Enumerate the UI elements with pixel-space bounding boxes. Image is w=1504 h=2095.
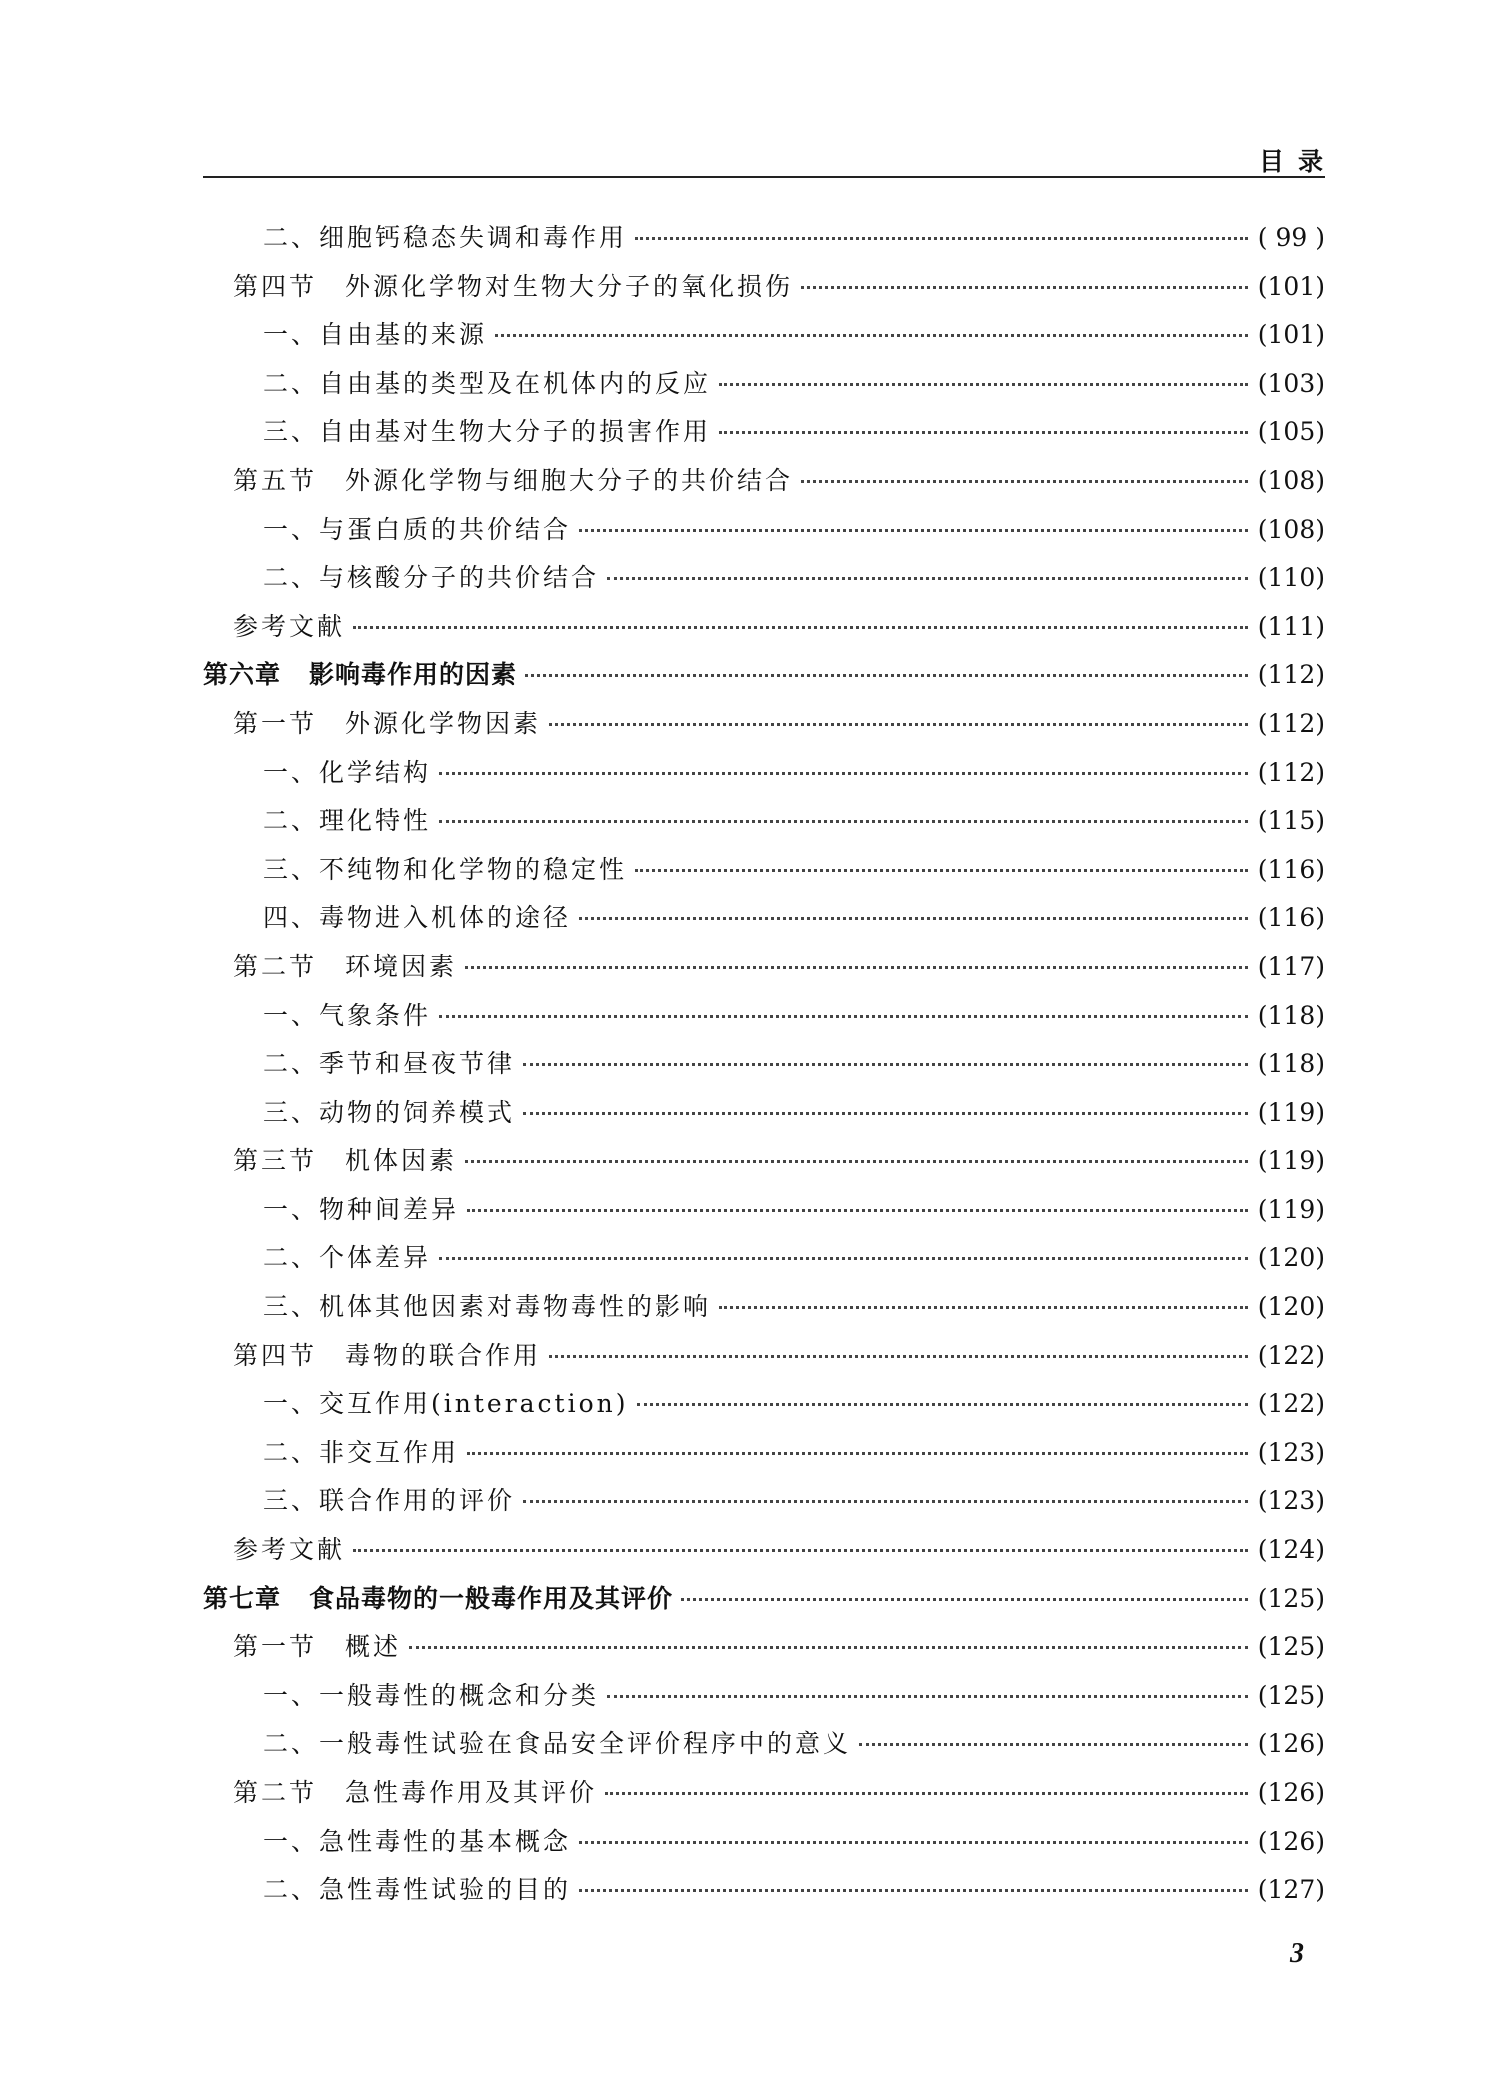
toc-entry-label: 急性毒作用及其评价 — [345, 1778, 598, 1807]
toc-entry-section — [203, 267, 1325, 316]
toc-entry-page: (116) — [1257, 903, 1325, 933]
toc-entry-item — [203, 1093, 1325, 1142]
toc-entry-page: (105) — [1257, 417, 1325, 447]
toc-entry-page: (112) — [1257, 708, 1325, 738]
dot-leader — [607, 577, 1248, 580]
dot-leader — [579, 1889, 1248, 1892]
toc-entry-page: (126) — [1257, 1778, 1325, 1807]
dot-leader — [465, 1160, 1248, 1163]
toc-entry-page: (120) — [1257, 1292, 1325, 1322]
toc-entry-prefix: 第六章 — [203, 660, 282, 690]
dot-leader — [549, 723, 1248, 726]
toc-entry-label: 环境因素 — [345, 951, 458, 981]
toc-entry-label: 三、动物的饲养模式 — [263, 1097, 516, 1127]
dot-leader — [525, 674, 1248, 677]
table-of-contents — [203, 218, 1325, 1919]
toc-entry-label: 外源化学物对生物大分子的氧化损伤 — [345, 271, 794, 301]
dot-leader — [353, 1549, 1248, 1552]
dot-leader — [719, 383, 1248, 386]
toc-entry-page: (124) — [1257, 1535, 1325, 1565]
toc-entry-ref — [203, 607, 1325, 656]
dot-leader — [439, 1015, 1248, 1018]
dot-leader — [465, 966, 1248, 969]
toc-entry-page: (118) — [1257, 1049, 1325, 1079]
toc-entry-page: (125) — [1257, 1632, 1325, 1662]
toc-entry-item — [203, 801, 1325, 850]
toc-entry-label: 一、物种间差异 — [263, 1194, 460, 1224]
dot-leader — [635, 237, 1248, 240]
toc-entry-label: 二、急性毒性试验的目的 — [263, 1875, 572, 1905]
toc-entry-chapter — [203, 655, 1325, 704]
toc-entry-label: 一、一般毒性的概念和分类 — [263, 1680, 600, 1710]
toc-entry-page: (112) — [1257, 660, 1325, 690]
dot-leader — [635, 869, 1248, 872]
toc-entry-page: (108) — [1257, 465, 1325, 495]
toc-entry-section — [203, 947, 1325, 996]
toc-entry-label: 三、不纯物和化学物的稳定性 — [263, 854, 628, 884]
dot-leader — [523, 1500, 1248, 1503]
toc-entry-label: 一、自由基的来源 — [263, 320, 488, 350]
toc-entry-page: (122) — [1257, 1389, 1325, 1419]
dot-leader — [637, 1403, 1248, 1406]
toc-entry-item — [203, 1287, 1325, 1336]
toc-entry-label: 二、非交互作用 — [263, 1437, 460, 1467]
toc-entry-label: 一、化学结构 — [263, 757, 432, 787]
toc-entry-item — [203, 1822, 1325, 1871]
toc-entry-page: (126) — [1257, 1729, 1325, 1759]
toc-entry-section — [203, 461, 1325, 510]
toc-entry-page: (120) — [1257, 1243, 1325, 1273]
toc-entry-prefix: 第七章 — [203, 1583, 282, 1613]
toc-entry-item — [203, 1676, 1325, 1725]
toc-entry-page: (119) — [1257, 1146, 1325, 1176]
toc-entry-page: (108) — [1257, 514, 1325, 544]
toc-entry-item — [203, 1238, 1325, 1287]
dot-leader — [467, 1209, 1248, 1212]
toc-entry-label: 三、机体其他因素对毒物毒性的影响 — [263, 1292, 712, 1322]
dot-leader — [801, 480, 1248, 483]
toc-entry-label: 三、联合作用的评价 — [263, 1486, 516, 1516]
toc-entry-prefix: 第五节 — [233, 465, 318, 495]
toc-entry-item — [203, 850, 1325, 899]
toc-entry-label: 概述 — [345, 1632, 402, 1662]
dot-leader — [607, 1695, 1248, 1698]
toc-entry-label: 参考文献 — [233, 1535, 346, 1565]
toc-entry-page: (127) — [1257, 1875, 1325, 1905]
toc-entry-item — [203, 412, 1325, 461]
toc-entry-label: 一、急性毒性的基本概念 — [263, 1826, 572, 1856]
toc-entry-page: (123) — [1257, 1486, 1325, 1516]
toc-entry-page: (101) — [1257, 320, 1325, 350]
toc-entry-label: 毒物的联合作用 — [345, 1340, 542, 1370]
toc-entry-section — [203, 704, 1325, 753]
dot-leader — [495, 334, 1248, 337]
toc-entry-label: 参考文献 — [233, 611, 346, 641]
toc-entry-label: 二、与核酸分子的共价结合 — [263, 563, 600, 593]
toc-entry-page: (103) — [1257, 368, 1325, 398]
toc-entry-prefix: 第一节 — [233, 1632, 318, 1662]
toc-entry-label: 二、个体差异 — [263, 1243, 432, 1273]
toc-entry-label: 三、自由基对生物大分子的损害作用 — [263, 417, 712, 447]
toc-entry-prefix: 第四节 — [233, 271, 318, 301]
toc-entry-section — [203, 1627, 1325, 1676]
toc-entry-label: 外源化学物与细胞大分子的共价结合 — [345, 465, 794, 495]
toc-entry-page: (101) — [1257, 271, 1325, 301]
dot-leader — [719, 431, 1248, 434]
toc-entry-page: (119) — [1257, 1194, 1325, 1224]
dot-leader — [605, 1792, 1248, 1795]
toc-entry-label: 四、毒物进入机体的途径 — [263, 903, 572, 933]
toc-entry-prefix: 第三节 — [233, 1146, 318, 1176]
toc-entry-label: 机体因素 — [345, 1146, 458, 1176]
toc-entry-item — [203, 996, 1325, 1045]
toc-entry-page: ( 99 ) — [1257, 223, 1325, 252]
toc-entry-section — [203, 1336, 1325, 1385]
toc-entry-chapter — [203, 1579, 1325, 1628]
toc-entry-label: 二、季节和昼夜节律 — [263, 1049, 516, 1079]
toc-entry-item — [203, 1190, 1325, 1239]
dot-leader — [439, 1257, 1248, 1260]
toc-entry-page: (125) — [1257, 1680, 1325, 1710]
page-number: 3 — [1290, 1938, 1304, 1969]
running-header — [203, 140, 1337, 178]
header-title: 目录 — [1258, 147, 1337, 176]
toc-entry-page: (118) — [1257, 1000, 1325, 1030]
dot-leader — [579, 529, 1248, 532]
toc-entry-page: (125) — [1257, 1583, 1325, 1613]
toc-entry-item — [203, 510, 1325, 559]
toc-entry-label: 外源化学物因素 — [345, 708, 542, 738]
toc-entry-page: (116) — [1257, 854, 1325, 884]
toc-entry-item — [203, 753, 1325, 802]
toc-entry-item — [203, 898, 1325, 947]
toc-entry-label: 一、气象条件 — [263, 1000, 432, 1030]
toc-entry-label: 影响毒作用的因素 — [309, 660, 518, 690]
toc-entry-label: 食品毒物的一般毒作用及其评价 — [309, 1583, 674, 1613]
dot-leader — [719, 1306, 1248, 1309]
toc-entry-prefix: 第四节 — [233, 1340, 318, 1370]
toc-entry-page: (123) — [1257, 1437, 1325, 1467]
toc-entry-page: (119) — [1257, 1097, 1325, 1127]
toc-entry-label: 二、自由基的类型及在机体内的反应 — [263, 368, 712, 398]
toc-entry-item — [203, 1724, 1325, 1773]
toc-entry-page: (117) — [1257, 951, 1325, 981]
toc-entry-page: (122) — [1257, 1340, 1325, 1370]
toc-entry-page: (110) — [1257, 563, 1325, 593]
dot-leader — [409, 1646, 1248, 1649]
toc-entry-item — [203, 364, 1325, 413]
dot-leader — [859, 1743, 1248, 1746]
toc-entry-item — [203, 558, 1325, 607]
toc-entry-item — [203, 1481, 1325, 1530]
dot-leader — [467, 1452, 1248, 1455]
toc-entry-section — [203, 1141, 1325, 1190]
toc-entry-label: 二、细胞钙稳态失调和毒作用 — [263, 223, 628, 252]
toc-entry-label: 二、理化特性 — [263, 806, 432, 836]
toc-entry-prefix: 第二节 — [233, 951, 318, 981]
dot-leader — [579, 1841, 1248, 1844]
toc-entry-prefix: 第二节 — [233, 1778, 318, 1807]
toc-entry-item — [203, 1433, 1325, 1482]
toc-entry-label: 一、与蛋白质的共价结合 — [263, 514, 572, 544]
toc-entry-section — [203, 1773, 1325, 1822]
dot-leader — [353, 626, 1248, 629]
dot-leader — [579, 917, 1248, 920]
toc-entry-item — [203, 1044, 1325, 1093]
dot-leader — [523, 1112, 1248, 1115]
toc-entry-page: (111) — [1257, 611, 1325, 641]
dot-leader — [439, 820, 1248, 823]
toc-entry-item — [203, 315, 1325, 364]
toc-entry-ref — [203, 1530, 1325, 1579]
toc-entry-prefix: 第一节 — [233, 708, 318, 738]
dot-leader — [549, 1355, 1248, 1358]
toc-entry-item — [203, 218, 1325, 267]
dot-leader — [801, 286, 1248, 289]
toc-entry-page: (115) — [1257, 806, 1325, 836]
dot-leader — [439, 772, 1248, 775]
dot-leader — [523, 1063, 1248, 1066]
toc-entry-item — [203, 1384, 1325, 1433]
toc-entry-page: (112) — [1257, 757, 1325, 787]
toc-entry-label: 一、交互作用(interaction) — [263, 1389, 629, 1419]
toc-entry-page: (126) — [1257, 1826, 1325, 1856]
dot-leader — [681, 1598, 1248, 1601]
toc-entry-label: 二、一般毒性试验在食品安全评价程序中的意义 — [263, 1729, 852, 1759]
toc-entry-item — [203, 1870, 1325, 1919]
